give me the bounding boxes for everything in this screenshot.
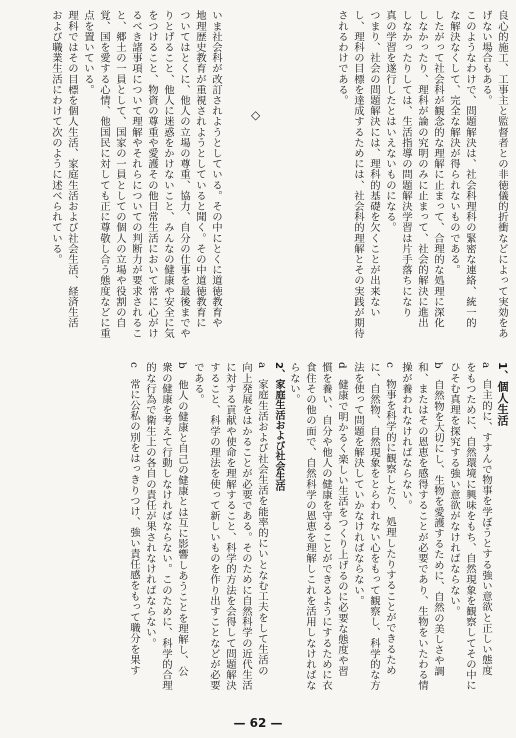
text-line: 良心的施工、工事主と監督者との非徳儀的折衝などによって実効をあ bbox=[496, 10, 508, 339]
subsection-heading: 2、家庭生活および社会生活 bbox=[273, 362, 284, 492]
text-line: である。 bbox=[192, 362, 204, 405]
text-line: らない。 bbox=[288, 362, 300, 405]
text-line: 操が養われなければならない。 bbox=[400, 362, 412, 511]
upper-text-block-2 bbox=[48, 10, 224, 345]
text-line: a 自主的に、すすんで物事を学ぼうとする強い意欲と正しい態度 bbox=[480, 362, 492, 676]
text-line: b 他人の健康と自己の健康とは互に影響しあうことを理解し、公 bbox=[176, 362, 188, 677]
text-line: いま社会科が改訂されようとしている。その中にとくに道徳教育や bbox=[210, 10, 222, 328]
text-line: されるわけである。 bbox=[336, 10, 348, 106]
text-line: 慣を養い、自分や他人の健康を守ることができるようにするために衣 bbox=[320, 362, 332, 691]
text-line: c 常に公私の別をはっきりつけ、強い責任感をもって職分を果す bbox=[128, 362, 140, 676]
text-line: ついてはとくに、他人の立場の尊重、協力、自分の仕事を最後までや bbox=[178, 10, 190, 339]
text-line: るべき諸事項について理解やそれらについての判断力が要求されるこ bbox=[130, 10, 142, 339]
lower-text-block-1 bbox=[126, 362, 510, 712]
text-line: a 家庭生活および社会生活を能率的にいとなむ工夫をして生活の bbox=[256, 362, 268, 676]
text-line: 向上発展をはかることが必要である。そのために自然科学の近代生活 bbox=[240, 362, 252, 691]
text-line: し、理科の目標を達成するためには、社会科的理解とその実践が期待 bbox=[352, 10, 364, 339]
text-line: をつけること、物資の尊重や愛護その他日常生活において常に心がけ bbox=[146, 10, 158, 339]
text-line: このようなわけで、問題解決は、社会科理科の緊密な連絡、統一的 bbox=[464, 10, 476, 328]
text-line: 衆の健康を考えて行動しなければならない。このために、科学的合理 bbox=[160, 362, 172, 691]
text-line: d 健康で明かるく楽しい生活をつくり上げるのに必要な態度や習 bbox=[336, 362, 348, 677]
text-line: b 自然物を大切にし、生物を愛護するために、自然の美しさや調 bbox=[432, 362, 444, 677]
section-ornament: ◇ bbox=[251, 108, 261, 122]
text-line: 的な行為で衛生上の各自の責任が果されなければならない。 bbox=[144, 362, 156, 649]
text-line: 食住その他の面で、自然科学の恩恵を理解しこれを活用しなければな bbox=[304, 362, 316, 691]
text-line: りとげること、他人に迷惑をかけないこと、みんなの健康や安全に気 bbox=[162, 10, 174, 339]
text-line: 和、またはその恩恵を感得することが必要であり、生物をいたわる情 bbox=[416, 362, 428, 691]
text-line: しなかったりしては、生活指導の問題解決学習は片手落ちになり bbox=[400, 10, 412, 318]
text-line: および職業生活にわけて次のように述べられている。 bbox=[50, 10, 62, 265]
text-line: すること、科学の理法を使って新しいものを作り出すことなどが必要 bbox=[208, 362, 220, 691]
text-line: な解決なくして、完全な解決が得られないものである。 bbox=[448, 10, 460, 275]
section-heading: 1、個人生活 bbox=[496, 362, 509, 426]
text-line: 覚、国を愛する心情、他国民に対しても正に尊敬し合う態度などに重 bbox=[98, 10, 110, 339]
text-line: しなかったり、理科が論の究明のみに止まって、社会的解決に進出 bbox=[416, 10, 428, 328]
text-line: したがって社会科が観念的な理解に止まって、合理的な処理に深化 bbox=[432, 10, 444, 328]
text-line: をもつために、自然環境に興味をもち、自然現象を観察してその中に bbox=[464, 362, 476, 691]
page-number: — 62 — bbox=[233, 716, 283, 730]
text-line: 地理歴史教育が重視されようとしていると聞く。その中道徳教育に bbox=[194, 10, 206, 328]
text-line: ひそむ真理を探究する強い意欲がなければならない。 bbox=[448, 362, 460, 617]
text-line: に、自然物、自然現象をとらわれない心をもって観察し、科学的な方 bbox=[368, 362, 380, 691]
text-line: に対する貢献や使命を理解すること、科学的方法を会得して問題解決 bbox=[224, 362, 236, 691]
text-line: げない場合もある。 bbox=[480, 10, 492, 106]
upper-text-block-1 bbox=[334, 10, 510, 345]
text-line: 真の学習を遂行したとはいえないものになる。 bbox=[384, 10, 396, 233]
text-line: つまり、社会の問題解決には、理科的基礎を欠くことが出来ない bbox=[368, 10, 380, 318]
text-line: 法を使って問題を解決していかなければならない。 bbox=[352, 362, 364, 606]
text-line: 理科ではその目標を個人生活、家庭生活および社会生活、経済生活 bbox=[66, 10, 78, 328]
text-line: と、郷土の一員として、国家の一員としての個人の立場や役割の自 bbox=[114, 10, 126, 328]
text-line: 点を置いている。 bbox=[82, 10, 94, 95]
text-line: c 物事を科学的に観察したり、処理したりすることができるため bbox=[384, 362, 396, 676]
